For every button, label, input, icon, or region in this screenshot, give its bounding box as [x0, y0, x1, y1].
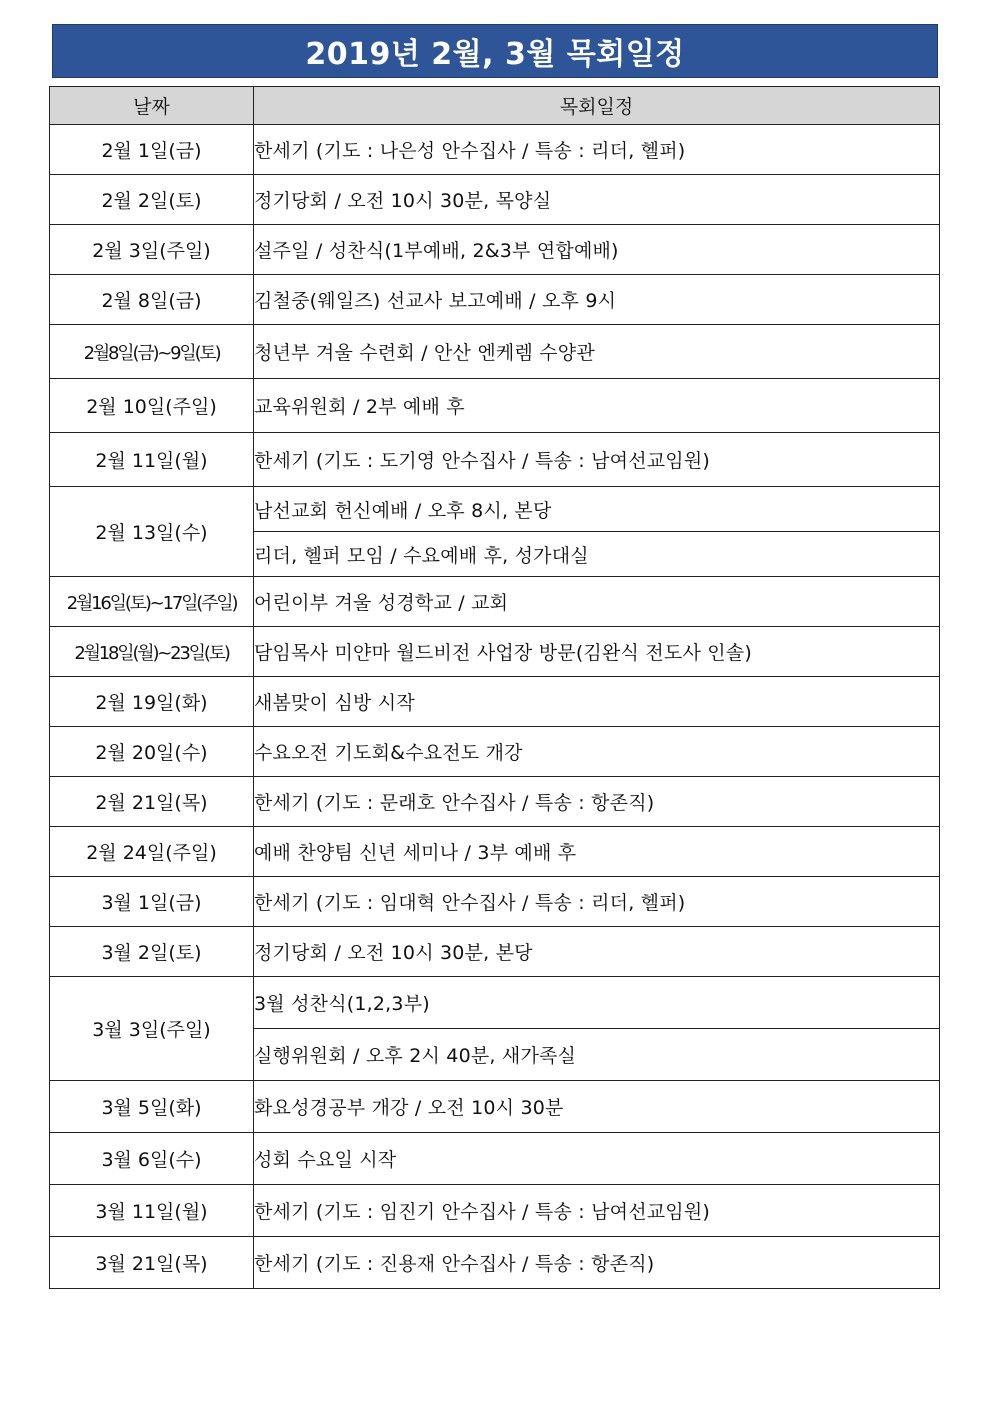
event-cell: 설주일 / 성찬식(1부예배, 2&3부 연합예배) — [254, 225, 940, 275]
event-cell: 정기당회 / 오전 10시 30분, 목양실 — [254, 175, 940, 225]
event-cell: 한세기 (기도 : 나은성 안수집사 / 특송 : 리더, 헬퍼) — [254, 125, 940, 175]
header-date: 날짜 — [50, 87, 254, 125]
date-cell: 2월 3일(주일) — [50, 225, 254, 275]
table-row — [50, 1133, 940, 1185]
page-title: 2019년 2월, 3월 목회일정 — [52, 24, 938, 78]
table-row — [50, 777, 940, 827]
date-cell: 2월18일(월)~23일(토) — [50, 627, 254, 677]
table-row — [50, 577, 940, 627]
date-cell: 2월16일(토)~17일(주일) — [50, 577, 254, 627]
event-cell: 3월 성찬식(1,2,3부) — [254, 977, 940, 1029]
date-cell: 2월 1일(금) — [50, 125, 254, 175]
event-cell: 새봄맞이 심방 시작 — [254, 677, 940, 727]
event-cell: 한세기 (기도 : 문래호 안수집사 / 특송 : 항존직) — [254, 777, 940, 827]
table-row — [50, 927, 940, 977]
date-cell: 2월 21일(목) — [50, 777, 254, 827]
event-cell: 청년부 겨울 수련회 / 안산 엔케렘 수양관 — [254, 325, 940, 379]
table-row — [50, 379, 940, 433]
table-row — [50, 1081, 940, 1133]
event-cell: 정기당회 / 오전 10시 30분, 본당 — [254, 927, 940, 977]
date-cell: 2월 2일(토) — [50, 175, 254, 225]
event-cell: 성회 수요일 시작 — [254, 1133, 940, 1185]
event-cell: 수요오전 기도회&수요전도 개강 — [254, 727, 940, 777]
table-row — [50, 677, 940, 727]
date-cell: 3월 6일(수) — [50, 1133, 254, 1185]
header-event: 목회일정 — [254, 87, 940, 125]
table-row — [50, 487, 940, 532]
date-cell: 2월8일(금)~9일(토) — [50, 325, 254, 379]
table-row — [50, 827, 940, 877]
table-row — [50, 125, 940, 175]
header-row — [50, 87, 940, 125]
event-cell: 한세기 (기도 : 임대혁 안수집사 / 특송 : 리더, 헬퍼) — [254, 877, 940, 927]
date-cell: 2월 8일(금) — [50, 275, 254, 325]
event-cell: 교육위원회 / 2부 예배 후 — [254, 379, 940, 433]
event-cell: 한세기 (기도 : 임진기 안수집사 / 특송 : 남여선교임원) — [254, 1185, 940, 1237]
date-cell: 2월 24일(주일) — [50, 827, 254, 877]
date-cell: 2월 19일(화) — [50, 677, 254, 727]
table-row — [50, 1237, 940, 1289]
table-row — [50, 433, 940, 487]
event-cell: 화요성경공부 개강 / 오전 10시 30분 — [254, 1081, 940, 1133]
schedule-table — [49, 86, 940, 1289]
date-cell: 3월 1일(금) — [50, 877, 254, 927]
date-cell: 2월 10일(주일) — [50, 379, 254, 433]
event-cell: 예배 찬양팀 신년 세미나 / 3부 예배 후 — [254, 827, 940, 877]
date-cell: 3월 21일(목) — [50, 1237, 254, 1289]
event-cell: 실행위원회 / 오후 2시 40분, 새가족실 — [254, 1029, 940, 1081]
event-cell: 리더, 헬퍼 모임 / 수요예배 후, 성가대실 — [254, 532, 940, 577]
table-row — [50, 877, 940, 927]
date-cell: 3월 11일(월) — [50, 1185, 254, 1237]
date-cell: 3월 3일(주일) — [50, 977, 254, 1081]
event-cell: 어린이부 겨울 성경학교 / 교회 — [254, 577, 940, 627]
table-row — [50, 275, 940, 325]
date-cell: 2월 13일(수) — [50, 487, 254, 577]
table-row — [50, 325, 940, 379]
table-row — [50, 627, 940, 677]
table-row — [50, 175, 940, 225]
event-cell: 한세기 (기도 : 진용재 안수집사 / 특송 : 항존직) — [254, 1237, 940, 1289]
date-cell: 2월 20일(수) — [50, 727, 254, 777]
event-cell: 한세기 (기도 : 도기영 안수집사 / 특송 : 남여선교임원) — [254, 433, 940, 487]
event-cell: 김철중(웨일즈) 선교사 보고예배 / 오후 9시 — [254, 275, 940, 325]
table-row — [50, 977, 940, 1029]
table-row — [50, 225, 940, 275]
event-cell: 담임목사 미얀마 월드비전 사업장 방문(김완식 전도사 인솔) — [254, 627, 940, 677]
date-cell: 3월 2일(토) — [50, 927, 254, 977]
date-cell: 2월 11일(월) — [50, 433, 254, 487]
table-row — [50, 727, 940, 777]
event-cell: 남선교회 헌신예배 / 오후 8시, 본당 — [254, 487, 940, 532]
date-cell: 3월 5일(화) — [50, 1081, 254, 1133]
table-row — [50, 1185, 940, 1237]
